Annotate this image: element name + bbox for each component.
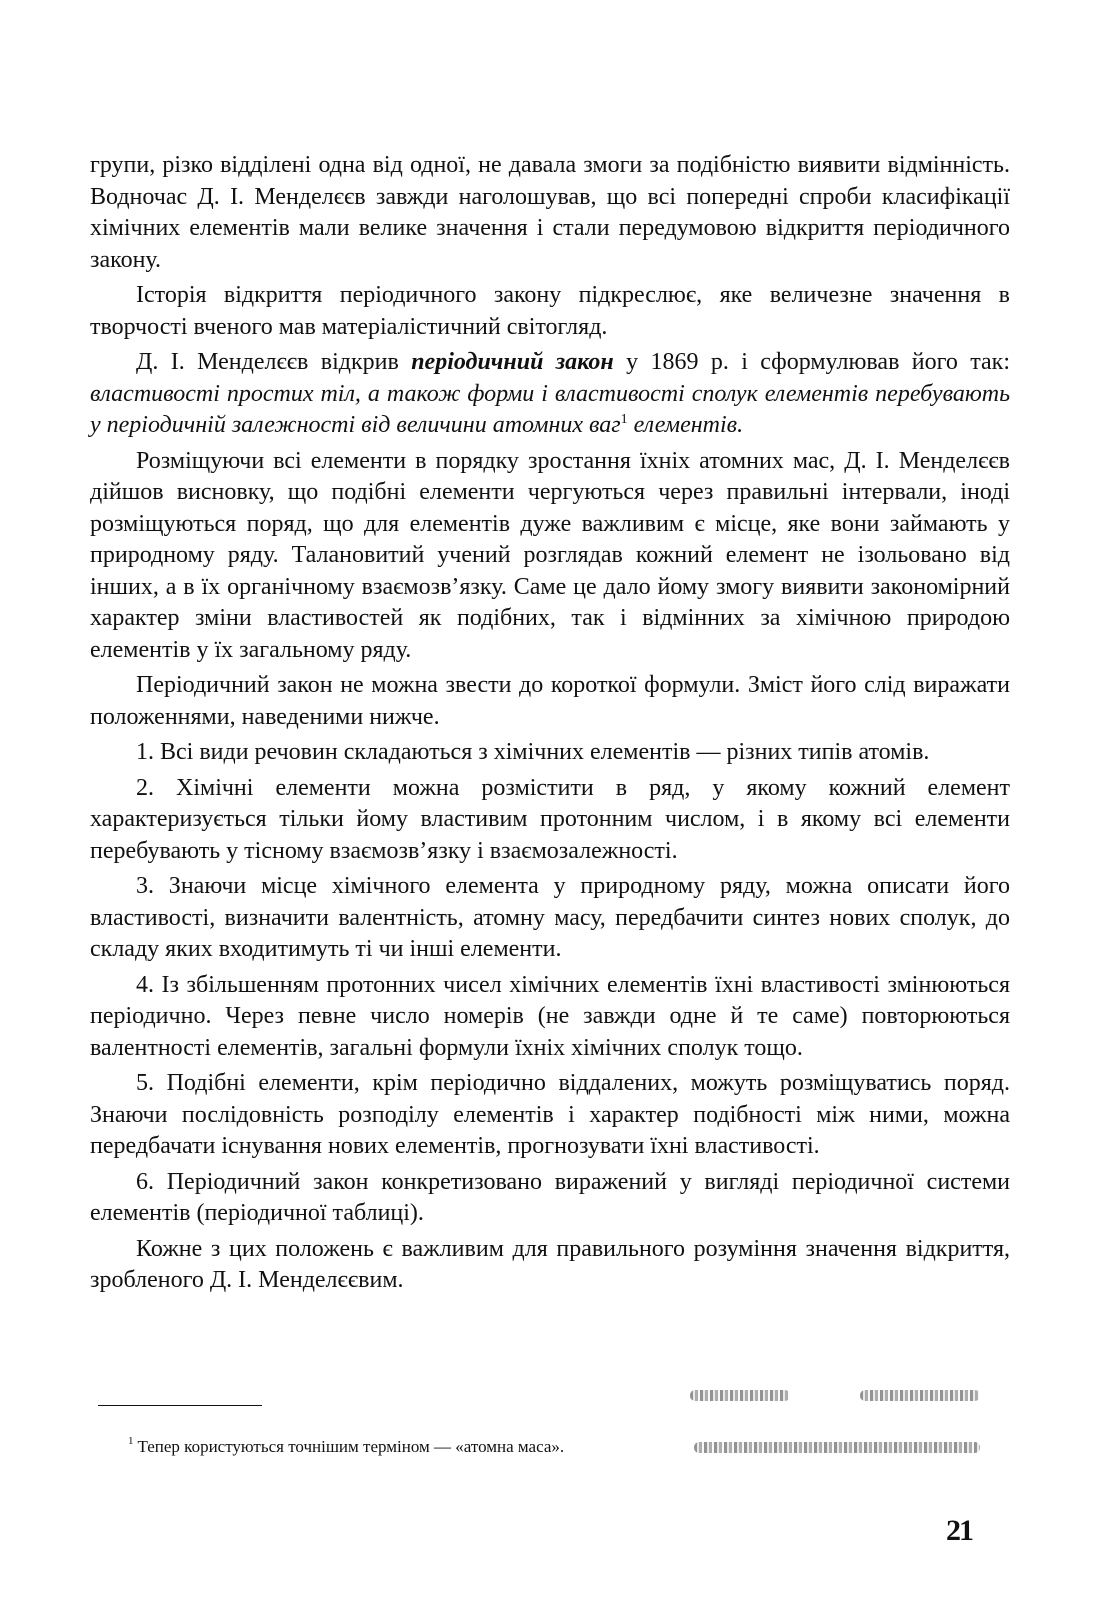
- list-item-4: 4. Із збільшенням протонних чисел хімічних елементів їхні властивості змінюються періодично. Через певне число номерів (не завжди одне й те саме) повторюються валентності елементів, загальні формули їхніх хімічних сполук тощо.: [90, 971, 1010, 1061]
- law-definition-end: елементів.: [627, 412, 744, 438]
- scan-noise-lower: [694, 1442, 980, 1453]
- law-mid-text: у 1869 р. і сформулював його так:: [613, 349, 1010, 375]
- paragraph-classification-attempts: групи, різко відділені одна від одної, не давала змоги за подібністю виявити відмінність. Водночас Д. І. Менделєєв завжди наголошував, що всі попередні спроби класифікації хімічних елементів мали велике значення і стали передумовою відкриття періодичного закону.: [90, 152, 1010, 273]
- law-term: періодичний закон: [411, 349, 614, 375]
- footnote-divider: [98, 1405, 262, 1406]
- paragraph-conclusion: Кожне з цих положень є важливим для правильного розуміння значення відкриття, зробленого Д. І. Менделєєвим.: [90, 1235, 1010, 1293]
- list-item-1: 1. Всі види речовин складаються з хімічних елементів — різних типів атомів.: [136, 739, 930, 765]
- list-item-6: 6. Періодичний закон конкретизовано виражений у вигляді періодичної системи елементів (періодичної таблиці).: [90, 1168, 1010, 1226]
- footnote-text: Тепер користуються точнішим терміном — «атомна маса».: [137, 1437, 565, 1456]
- list-item-3: 3. Знаючи місце хімічного елемента у природному ряду, можна описати його властивості, визначити валентність, атомну масу, передбачити синтез нових сполук, до складу яких входитимуть ті чи інші елементи.: [90, 873, 1010, 962]
- paragraph-worldview: Історія відкриття періодичного закону підкреслює, яке величезне значення в творчості вченого мав матеріалістичний світогляд.: [90, 282, 1010, 340]
- law-definition: властивості простих тіл, а також форми і властивості сполук елементів перебувають у періодичній залежності від величини атомних ваг: [90, 380, 1010, 438]
- paragraph-element-ordering: Розміщуючи всі елементи в порядку зростання їхніх атомних мас, Д. І. Менделєєв дійшов висновку, що подібні елементи чергуються через правильні інтервали, іноді розміщуються поряд, що для елементів дуже важливим є місце, яке вони займають у природному ряду. Талановитий учений розглядав кожний елемент не ізольовано від інших, а в їх органічному взаємозв’язку. Саме це дало йому змогу виявити закономірний характер зміни властивостей як подібних, так і відмінних за хімічною природою елементів у їх загальному ряду.: [90, 447, 1010, 663]
- footnote: [128, 1436, 564, 1458]
- footnote-reference: 1: [620, 412, 628, 427]
- footnote-mark: 1: [128, 1435, 134, 1447]
- paragraph-law-statements-intro: Періодичний закон не можна звести до короткої формули. Зміст його слід виражати положеннями, наведеними нижче.: [90, 672, 1010, 730]
- scan-noise-upper-right: [860, 1390, 980, 1401]
- scan-noise-upper: [690, 1390, 790, 1401]
- body-text: [90, 150, 1010, 1301]
- list-item-5: 5. Подібні елементи, крім періодично віддалених, можуть розміщуватись поряд. Знаючи послідовність розподілу елементів і характер подібності між ними, можна передбачати існування нових елементів, прогнозувати їхні властивості.: [90, 1070, 1010, 1159]
- paragraph-law-definition: [90, 347, 1010, 442]
- list-item-2: 2. Хімічні елементи можна розмістити в ряд, у якому кожний елемент характеризується тільки йому властивим протонним числом, і в якому всі елементи перебувають у тісному взаємозв’язку і взаємозалежності.: [90, 774, 1010, 864]
- law-intro-text: Д. І. Менделєєв відкрив: [136, 349, 412, 375]
- page-number: 21: [946, 1514, 972, 1547]
